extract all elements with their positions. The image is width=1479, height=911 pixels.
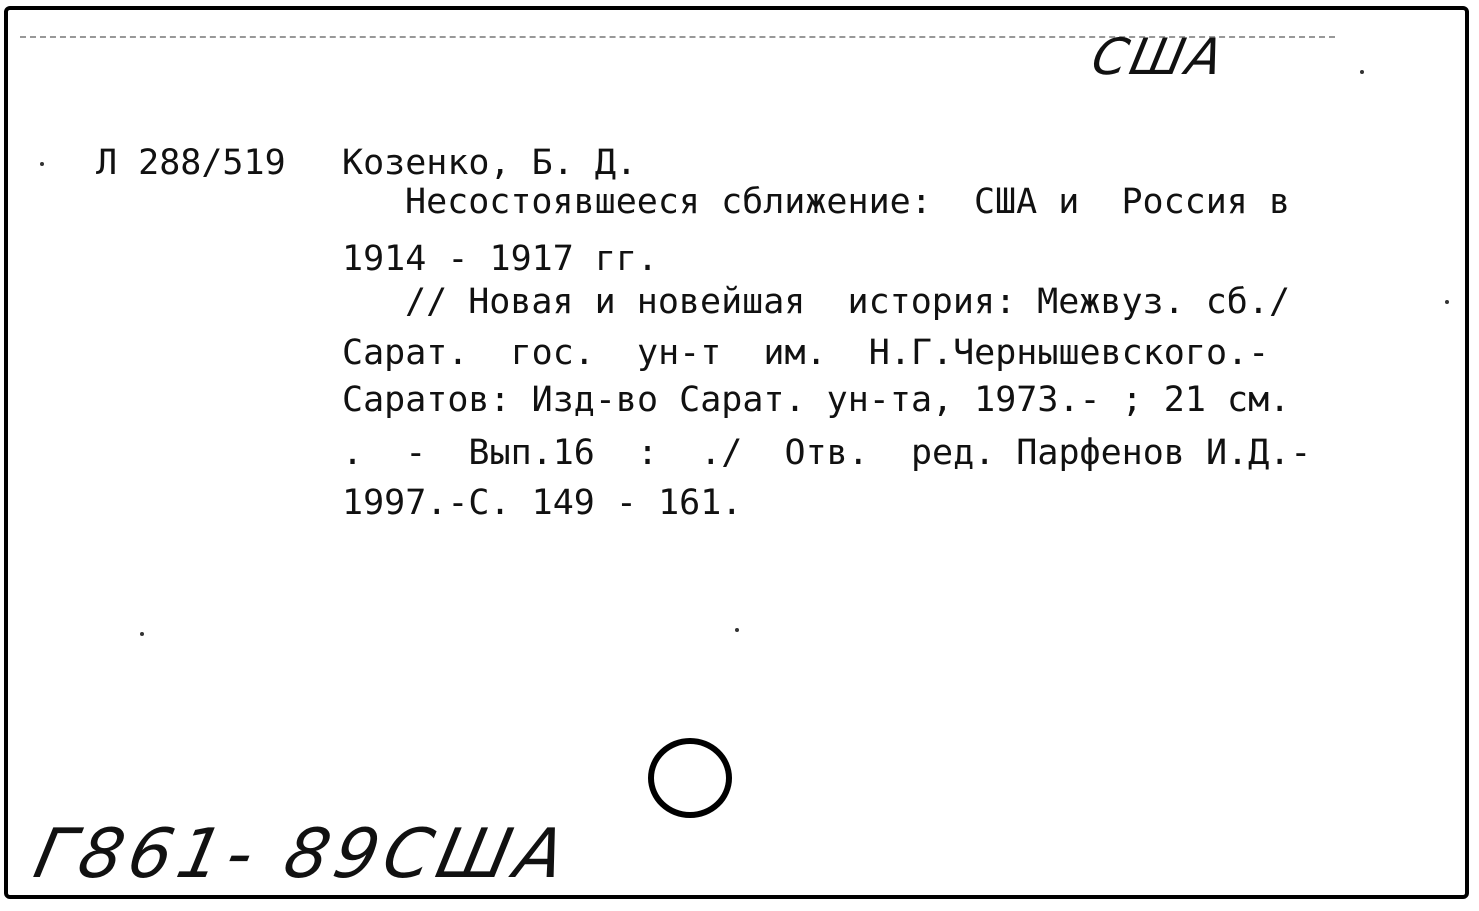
author-line: Козенко, Б. Д. [342, 143, 638, 183]
speck [40, 162, 44, 166]
punched-hole-circle [648, 738, 732, 818]
handwritten-country-label: США [1086, 28, 1231, 86]
shelf-mark: Л 288/519 [96, 143, 286, 183]
title-line-2: 1914 - 1917 гг. [342, 239, 659, 279]
source-line-4: . - Вып.16 : ./ Отв. ред. Парфенов И.Д.- [342, 433, 1312, 473]
source-line-1: // Новая и новейшая история: Межвуз. сб./ [405, 282, 1291, 322]
speck [140, 632, 144, 636]
speck [1360, 70, 1364, 74]
title-line-1: Несостоявшееся сближение: США и Россия в [405, 182, 1291, 222]
handwritten-call-number: Г861- 89США [27, 815, 578, 894]
source-line-2: Сарат. гос. ун-т им. Н.Г.Чернышевского.- [342, 333, 1270, 373]
pages-line: 1997.-С. 149 - 161. [342, 483, 743, 523]
speck [1445, 300, 1449, 304]
speck [735, 628, 739, 632]
source-line-3: Саратов: Изд-во Сарат. ун-та, 1973.- ; 21 см. [342, 380, 1291, 420]
